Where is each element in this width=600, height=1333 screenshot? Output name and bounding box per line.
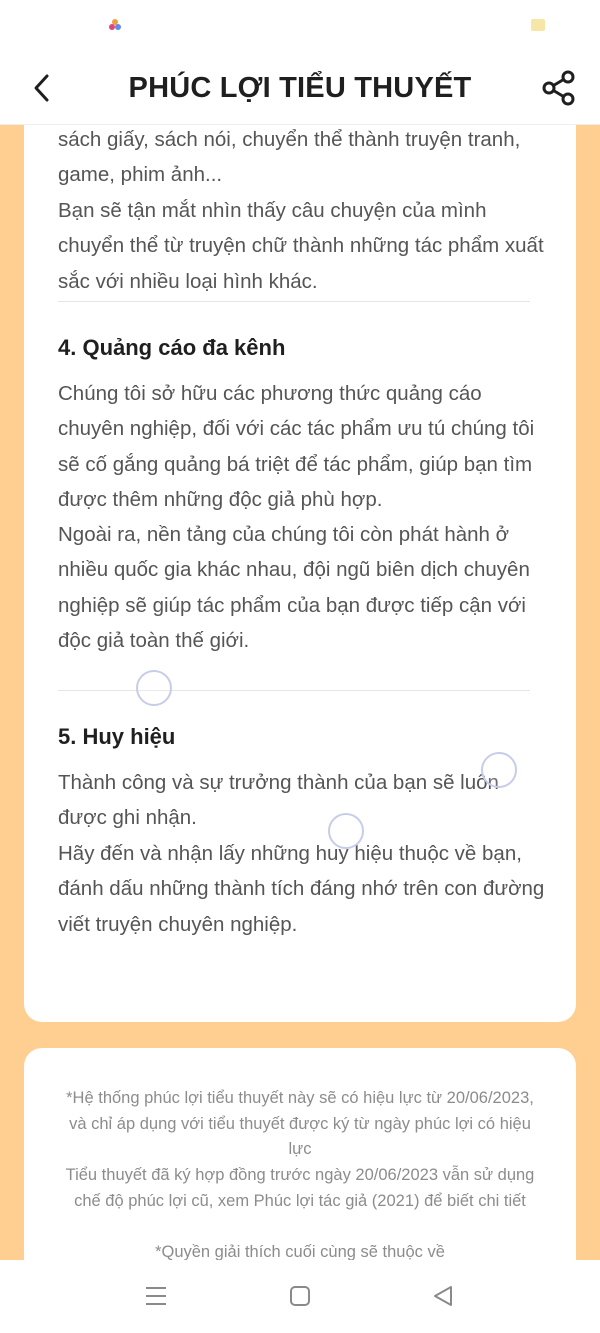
content-area[interactable] [0, 125, 600, 1260]
app-notification-icon [108, 18, 122, 32]
intro-text-1: sách giấy, sách nói, chuyển thể thành truyện tranh, game, phim ảnh... [58, 128, 521, 187]
footnote-interpretation: *Quyền giải thích cuối cùng sẽ thuộc về [155, 1243, 445, 1260]
app-header [0, 52, 600, 125]
touch-indicator [136, 670, 172, 706]
section-5-text-2: Hãy đến và nhận lấy những huy hiệu thuộc về bạn, đánh dấu những thành tích đáng nhớ trên con đường viết truyện chuyên nghiệp. [58, 842, 545, 936]
nav-home-button[interactable] [282, 1278, 318, 1314]
share-button[interactable] [538, 67, 580, 109]
footnote-effective-date: *Hệ thống phúc lợi tiểu thuyết này sẽ có hiệu lực từ 20/06/2023, và chỉ áp dụng với tiểu thuyết được ký từ ngày phúc lợi có hiệu lực [66, 1089, 534, 1159]
touch-indicator [481, 752, 517, 788]
benefits-card [24, 125, 576, 1022]
touch-indicator [328, 813, 364, 849]
menu-icon [144, 1285, 168, 1307]
section-5-heading: 5. Huy hiệu [58, 724, 176, 749]
footnote-card [24, 1048, 576, 1260]
system-navigation-bar [0, 1260, 600, 1333]
section-divider [58, 301, 530, 302]
section-4-text-1: Chúng tôi sở hữu các phương thức quảng cáo chuyên nghiệp, đối với các tác phẩm ưu tú chúng tôi sẽ cố gắng quảng bá triệt để tác phẩm, giúp bạn tìm được thêm những độc giả phù hợp. [58, 382, 535, 511]
nav-menu-button[interactable] [138, 1278, 174, 1314]
back-triangle-icon [431, 1284, 455, 1308]
nav-back-button[interactable] [425, 1278, 461, 1314]
intro-text-2: Bạn sẽ tận mắt nhìn thấy câu chuyện của mình chuyển thể từ truyện chữ thành những tác phẩm xuất sắc với nhiều loại hình khác. [58, 199, 544, 293]
share-icon [541, 70, 577, 106]
back-button[interactable] [22, 68, 62, 108]
section-5-text-1: Thành công và sự trưởng thành của bạn sẽ luôn được ghi nhận. [58, 771, 499, 830]
home-icon [288, 1284, 312, 1308]
status-bar [0, 0, 600, 52]
battery-icon [531, 19, 545, 31]
footnote-old-contracts: Tiểu thuyết đã ký hợp đồng trước ngày 20/06/2023 vẫn sử dụng chế độ phúc lợi cũ, xem Phúc lợi tác giả (2021) để biết chi tiết [65, 1166, 535, 1210]
page-title: PHÚC LỢI TIỂU THUYẾT [128, 72, 472, 104]
chevron-left-icon [31, 73, 53, 103]
section-4-heading: 4. Quảng cáo đa kênh [58, 335, 286, 360]
section-divider [58, 690, 530, 691]
section-4-text-2: Ngoài ra, nền tảng của chúng tôi còn phát hành ở nhiều quốc gia khác nhau, đội ngũ biên dịch chuyên nghiệp sẽ giúp tác phẩm của bạn được tiếp cận với độc giả toàn thế giới. [58, 523, 530, 652]
